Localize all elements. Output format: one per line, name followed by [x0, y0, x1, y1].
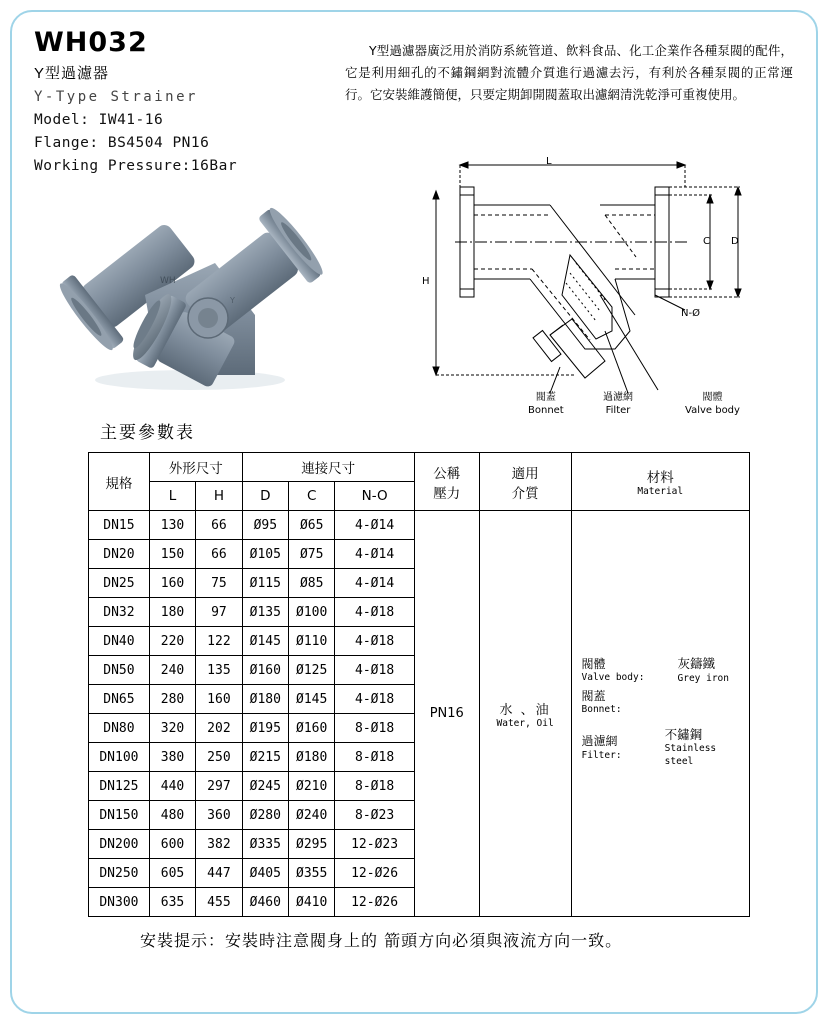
dimension-label-L: L	[546, 156, 552, 167]
cell-d: Ø115	[242, 569, 288, 598]
cell-c: Ø145	[289, 685, 335, 714]
cell-spec: DN25	[89, 569, 150, 598]
cell-c: Ø410	[289, 888, 335, 917]
cell-l: 240	[149, 656, 195, 685]
callout-valvebody-cn: 閥體	[702, 392, 723, 403]
cell-d: Ø405	[242, 859, 288, 888]
cell-spec: DN150	[89, 801, 150, 830]
cell-h: 455	[196, 888, 242, 917]
header-NO: N-O	[335, 482, 414, 511]
cell-no: 4-Ø14	[335, 511, 414, 540]
material-greyiron-cn: 灰鑄鐵	[677, 655, 716, 671]
cell-no: 4-Ø14	[335, 569, 414, 598]
cell-no: 4-Ø18	[335, 627, 414, 656]
flange-spec: Flange: BS4504 PN16	[34, 134, 210, 151]
product-name-cn: Y型過濾器	[34, 64, 110, 82]
cell-d: Ø105	[242, 540, 288, 569]
cell-d: Ø460	[242, 888, 288, 917]
cell-l: 180	[149, 598, 195, 627]
material-filter-en: Filter:	[581, 749, 622, 761]
cell-spec: DN80	[89, 714, 150, 743]
cell-c: Ø125	[289, 656, 335, 685]
header-material: 材料 Material	[571, 453, 750, 511]
cell-c: Ø240	[289, 801, 335, 830]
medium-cn: 水 、油	[499, 702, 551, 718]
cell-l: 280	[149, 685, 195, 714]
cell-h: 75	[196, 569, 242, 598]
header-pressure: 公稱 壓力	[414, 453, 479, 511]
cell-spec: DN20	[89, 540, 150, 569]
cell-d: Ø335	[242, 830, 288, 859]
cell-l: 600	[149, 830, 195, 859]
cell-spec: DN32	[89, 598, 150, 627]
cell-spec: DN65	[89, 685, 150, 714]
cell-l: 320	[149, 714, 195, 743]
material-bonnet-en: Bonnet:	[581, 703, 622, 715]
header-conn-dim: 連接尺寸	[242, 453, 414, 482]
cell-h: 382	[196, 830, 242, 859]
header-D: D	[242, 482, 288, 511]
cell-spec: DN40	[89, 627, 150, 656]
material-greyiron-en: Grey iron	[677, 672, 729, 684]
header-medium: 適用 介質	[479, 453, 571, 511]
cell-no: 4-Ø14	[335, 540, 414, 569]
cell-d: Ø245	[242, 772, 288, 801]
header-L: L	[149, 482, 195, 511]
cell-d: Ø160	[242, 656, 288, 685]
cell-l: 635	[149, 888, 195, 917]
callout-valvebody-en: Valve body	[685, 405, 740, 416]
header-outer-dim: 外形尺寸	[149, 453, 242, 482]
dimension-label-D: D	[731, 236, 739, 247]
cell-no: 12-Ø23	[335, 830, 414, 859]
cell-spec: DN100	[89, 743, 150, 772]
cell-d: Ø280	[242, 801, 288, 830]
material-valvebody-cn: 閥體	[581, 657, 606, 672]
cell-spec: DN125	[89, 772, 150, 801]
cell-material	[571, 511, 750, 917]
material-bonnet-cn: 閥蓋	[581, 688, 606, 703]
cell-c: Ø110	[289, 627, 335, 656]
cell-d: Ø180	[242, 685, 288, 714]
product-photo	[40, 175, 340, 400]
cell-h: 160	[196, 685, 242, 714]
cell-h: 122	[196, 627, 242, 656]
svg-text:Y: Y	[230, 296, 235, 305]
cell-c: Ø65	[289, 511, 335, 540]
cell-l: 150	[149, 540, 195, 569]
cell-d: Ø95	[242, 511, 288, 540]
cell-spec: DN250	[89, 859, 150, 888]
material-filter-cn: 過濾網	[581, 734, 618, 749]
callout-filter-en: Filter	[605, 405, 631, 416]
cell-spec: DN300	[89, 888, 150, 917]
cell-l: 220	[149, 627, 195, 656]
model-spec: Model: IW41-16	[34, 111, 164, 128]
material-valvebody-en: Valve body:	[581, 672, 645, 684]
cell-h: 66	[196, 540, 242, 569]
cell-d: Ø195	[242, 714, 288, 743]
cell-no: 4-Ø18	[335, 685, 414, 714]
dimension-label-C: C	[703, 236, 710, 247]
cell-no: 12-Ø26	[335, 888, 414, 917]
cell-d: Ø215	[242, 743, 288, 772]
technical-drawing	[400, 135, 800, 425]
callout-bonnet-en: Bonnet	[528, 405, 564, 416]
product-code: WH032	[34, 27, 148, 58]
cell-c: Ø210	[289, 772, 335, 801]
cell-h: 297	[196, 772, 242, 801]
cell-medium	[479, 511, 571, 917]
header-H: H	[196, 482, 242, 511]
cell-l: 440	[149, 772, 195, 801]
dimension-label-H: H	[422, 276, 430, 287]
callout-bonnet-cn: 閥蓋	[535, 392, 556, 403]
cell-spec: DN15	[89, 511, 150, 540]
cell-l: 380	[149, 743, 195, 772]
product-header	[34, 28, 364, 174]
cell-spec: DN50	[89, 656, 150, 685]
cell-h: 135	[196, 656, 242, 685]
cell-c: Ø85	[289, 569, 335, 598]
cell-no: 8-Ø18	[335, 714, 414, 743]
table-row	[89, 511, 750, 540]
cell-no: 4-Ø18	[335, 598, 414, 627]
callout-filter-cn: 過濾網	[603, 392, 633, 403]
cell-l: 480	[149, 801, 195, 830]
cell-no: 4-Ø18	[335, 656, 414, 685]
cell-c: Ø100	[289, 598, 335, 627]
header-spec: 規格	[89, 453, 150, 511]
cell-d: Ø145	[242, 627, 288, 656]
cell-no: 8-Ø18	[335, 772, 414, 801]
cell-c: Ø160	[289, 714, 335, 743]
cell-h: 97	[196, 598, 242, 627]
product-description: Y型過濾器廣泛用於消防系統管道、飲料食品、化工企業作各種泵閥的配件，它是利用細孔的不鏽鋼網對流體介質進行過濾去污，有利於各種泵閥的正常運行。它安裝維護簡便，只要定期卸開閥蓋取出濾網清洗乾淨可重複使用。	[345, 43, 793, 102]
cell-nominal-pressure: PN16	[414, 511, 479, 917]
cell-c: Ø295	[289, 830, 335, 859]
cell-h: 360	[196, 801, 242, 830]
pressure-spec: Working Pressure:16Bar	[34, 157, 238, 174]
product-name-en: Y-Type Strainer	[34, 88, 198, 105]
cell-c: Ø75	[289, 540, 335, 569]
cell-no: 12-Ø26	[335, 859, 414, 888]
cell-h: 66	[196, 511, 242, 540]
medium-en: Water, Oil	[496, 717, 554, 729]
material-stainless-en: Stainless steel	[664, 743, 717, 768]
header-C: C	[289, 482, 335, 511]
table-heading: 主要參數表	[100, 423, 195, 443]
table-header-row-1	[89, 453, 750, 482]
cell-h: 447	[196, 859, 242, 888]
material-stainless-cn: 不鏽鋼	[664, 726, 703, 742]
cell-c: Ø355	[289, 859, 335, 888]
cell-c: Ø180	[289, 743, 335, 772]
cell-d: Ø135	[242, 598, 288, 627]
cell-l: 130	[149, 511, 195, 540]
svg-text:WH: WH	[160, 276, 176, 286]
cell-l: 160	[149, 569, 195, 598]
cell-h: 250	[196, 743, 242, 772]
cell-no: 8-Ø23	[335, 801, 414, 830]
cell-l: 605	[149, 859, 195, 888]
parameter-table	[88, 452, 750, 917]
cell-spec: DN200	[89, 830, 150, 859]
installation-note: 安裝提示：安裝時注意閥身上的 箭頭方向必須與液流方向一致。	[140, 931, 623, 950]
dimension-label-NO: N-Ø	[681, 308, 700, 319]
cell-no: 8-Ø18	[335, 743, 414, 772]
cell-h: 202	[196, 714, 242, 743]
